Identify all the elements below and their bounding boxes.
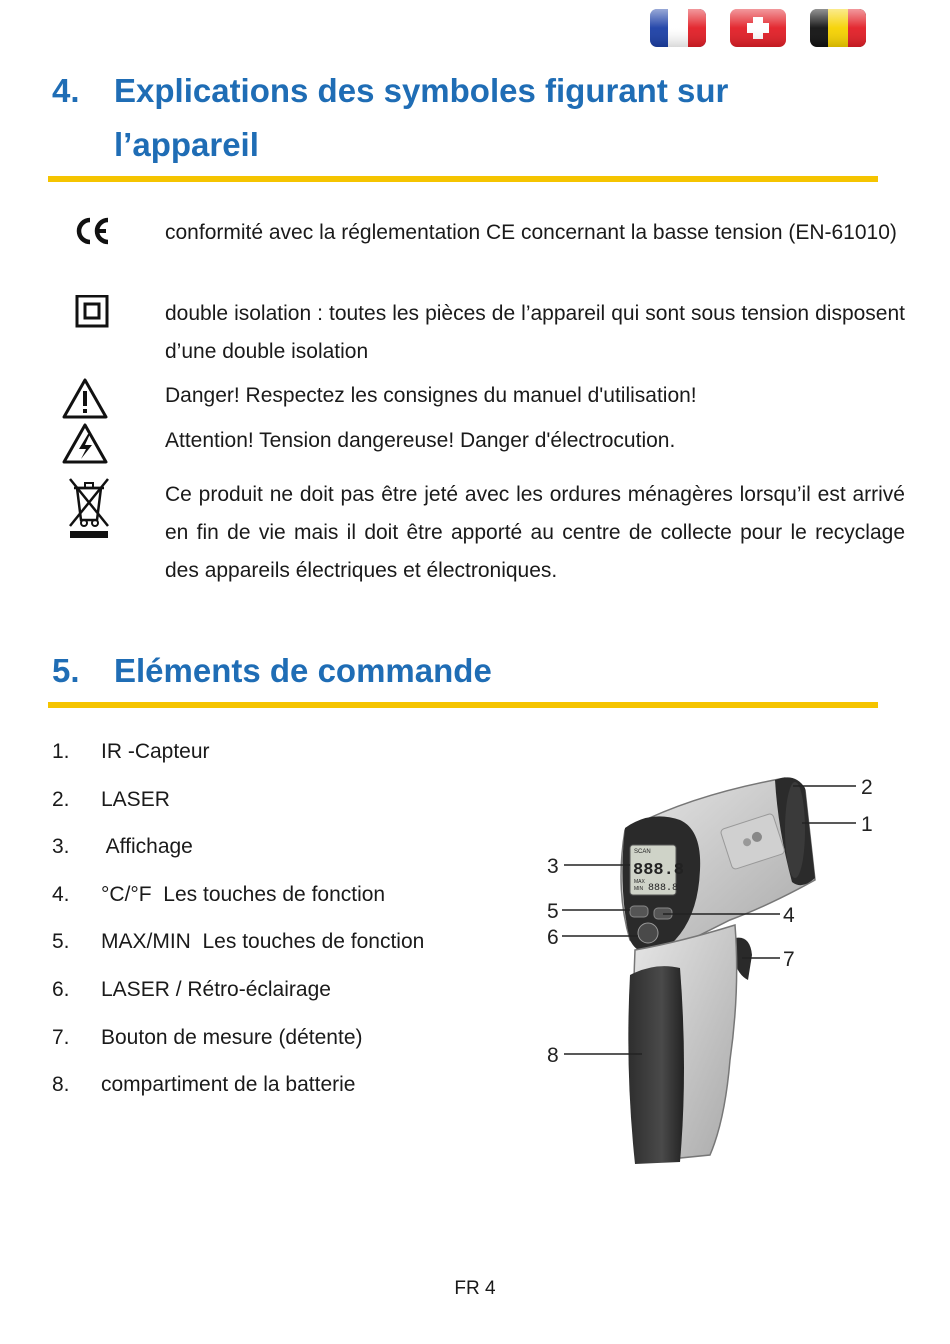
max-min-button: [630, 906, 648, 917]
symbol-row-voltage: [60, 422, 905, 460]
callout-1: 1: [861, 813, 873, 836]
ce-mark-icon: [68, 214, 114, 260]
item-number: 7.: [52, 1025, 70, 1049]
item-text: compartiment de la batterie: [101, 1073, 356, 1097]
callout-6: 6: [547, 926, 559, 949]
list-item: [52, 732, 522, 780]
france-flag-icon: [650, 9, 706, 47]
symbol-row-weee: [60, 476, 905, 590]
list-item: [52, 1065, 522, 1113]
callout-4: 4: [783, 904, 795, 927]
lcd-sub: 888.8: [648, 883, 679, 894]
callout-3: 3: [547, 855, 559, 878]
ir-thermometer-diagram: [530, 770, 890, 1170]
list-item: [52, 827, 522, 875]
lcd-max: MAX: [634, 879, 645, 885]
item-text: °C/°F Les touches de fonction: [101, 882, 386, 906]
symbol-row-double-insulation: [60, 295, 905, 371]
item-number: 6.: [52, 977, 70, 1001]
list-item: [52, 1018, 522, 1066]
symbol-description: Ce produit ne doit pas être jeté avec les ordures ménagères lorsqu’il est arrivé en fin de vie mais il doit être apporté au centre de collecte pour le recyclage des appareils électriques et électroniques.: [165, 483, 905, 582]
weee-bin-icon: [64, 476, 114, 542]
section-4-heading: [52, 64, 882, 172]
callout-8: 8: [547, 1044, 559, 1067]
symbol-description: double isolation : toutes les pièces de l’appareil qui sont sous tension disposent d’une double isolation: [165, 302, 905, 363]
lcd-min: MIN: [634, 886, 644, 892]
double-insulation-icon: [68, 295, 114, 341]
control-elements-list: [52, 732, 522, 1113]
item-text: Bouton de mesure (détente): [101, 1025, 363, 1049]
item-number: 3.: [52, 835, 70, 859]
list-item: [52, 970, 522, 1018]
lcd-main: 888.8: [633, 861, 685, 880]
symbol-row-danger: [60, 377, 905, 415]
page-number: FR 4: [454, 1278, 496, 1299]
list-item: [52, 922, 522, 970]
list-item: [52, 780, 522, 828]
item-number: 1.: [52, 740, 70, 763]
symbol-row-ce: [60, 214, 905, 252]
section-divider: [48, 702, 878, 708]
callout-5: 5: [547, 900, 559, 923]
item-number: 8.: [52, 1073, 70, 1097]
battery-grip: [628, 966, 684, 1164]
list-item: [52, 875, 522, 923]
item-number: 2.: [52, 787, 70, 811]
item-text: MAX/MIN Les touches de fonction: [101, 930, 425, 954]
item-text: LASER / Rétro-éclairage: [101, 977, 331, 1001]
symbol-description: conformité avec la réglementation CE concernant la basse tension (EN-61010): [165, 221, 897, 244]
item-text: LASER: [101, 787, 170, 811]
section-title: Eléments de commande: [114, 652, 492, 689]
section-number: 4.: [52, 72, 80, 109]
country-flags: [648, 6, 868, 52]
warning-triangle-icon: [62, 377, 108, 423]
callout-7: 7: [783, 948, 795, 971]
callout-2: 2: [861, 776, 873, 799]
section-number: 5.: [52, 652, 80, 689]
item-text: Affichage: [101, 835, 193, 859]
laser-button: [638, 923, 658, 943]
item-number: 5.: [52, 930, 70, 954]
item-text: IR -Capteur: [101, 740, 210, 763]
section-title: Explications des symboles figurant sur l’appareil: [114, 72, 729, 163]
section-divider: [48, 176, 878, 182]
belgium-flag-icon: [810, 9, 866, 47]
high-voltage-icon: [62, 422, 108, 468]
symbol-description: Attention! Tension dangereuse! Danger d'électrocution.: [165, 429, 676, 452]
switzerland-flag-icon: [730, 9, 786, 47]
section-5-heading: [52, 644, 882, 698]
item-number: 4.: [52, 882, 70, 906]
lcd-scan: SCAN: [634, 849, 651, 855]
symbol-description: Danger! Respectez les consignes du manuel d'utilisation!: [165, 384, 697, 407]
